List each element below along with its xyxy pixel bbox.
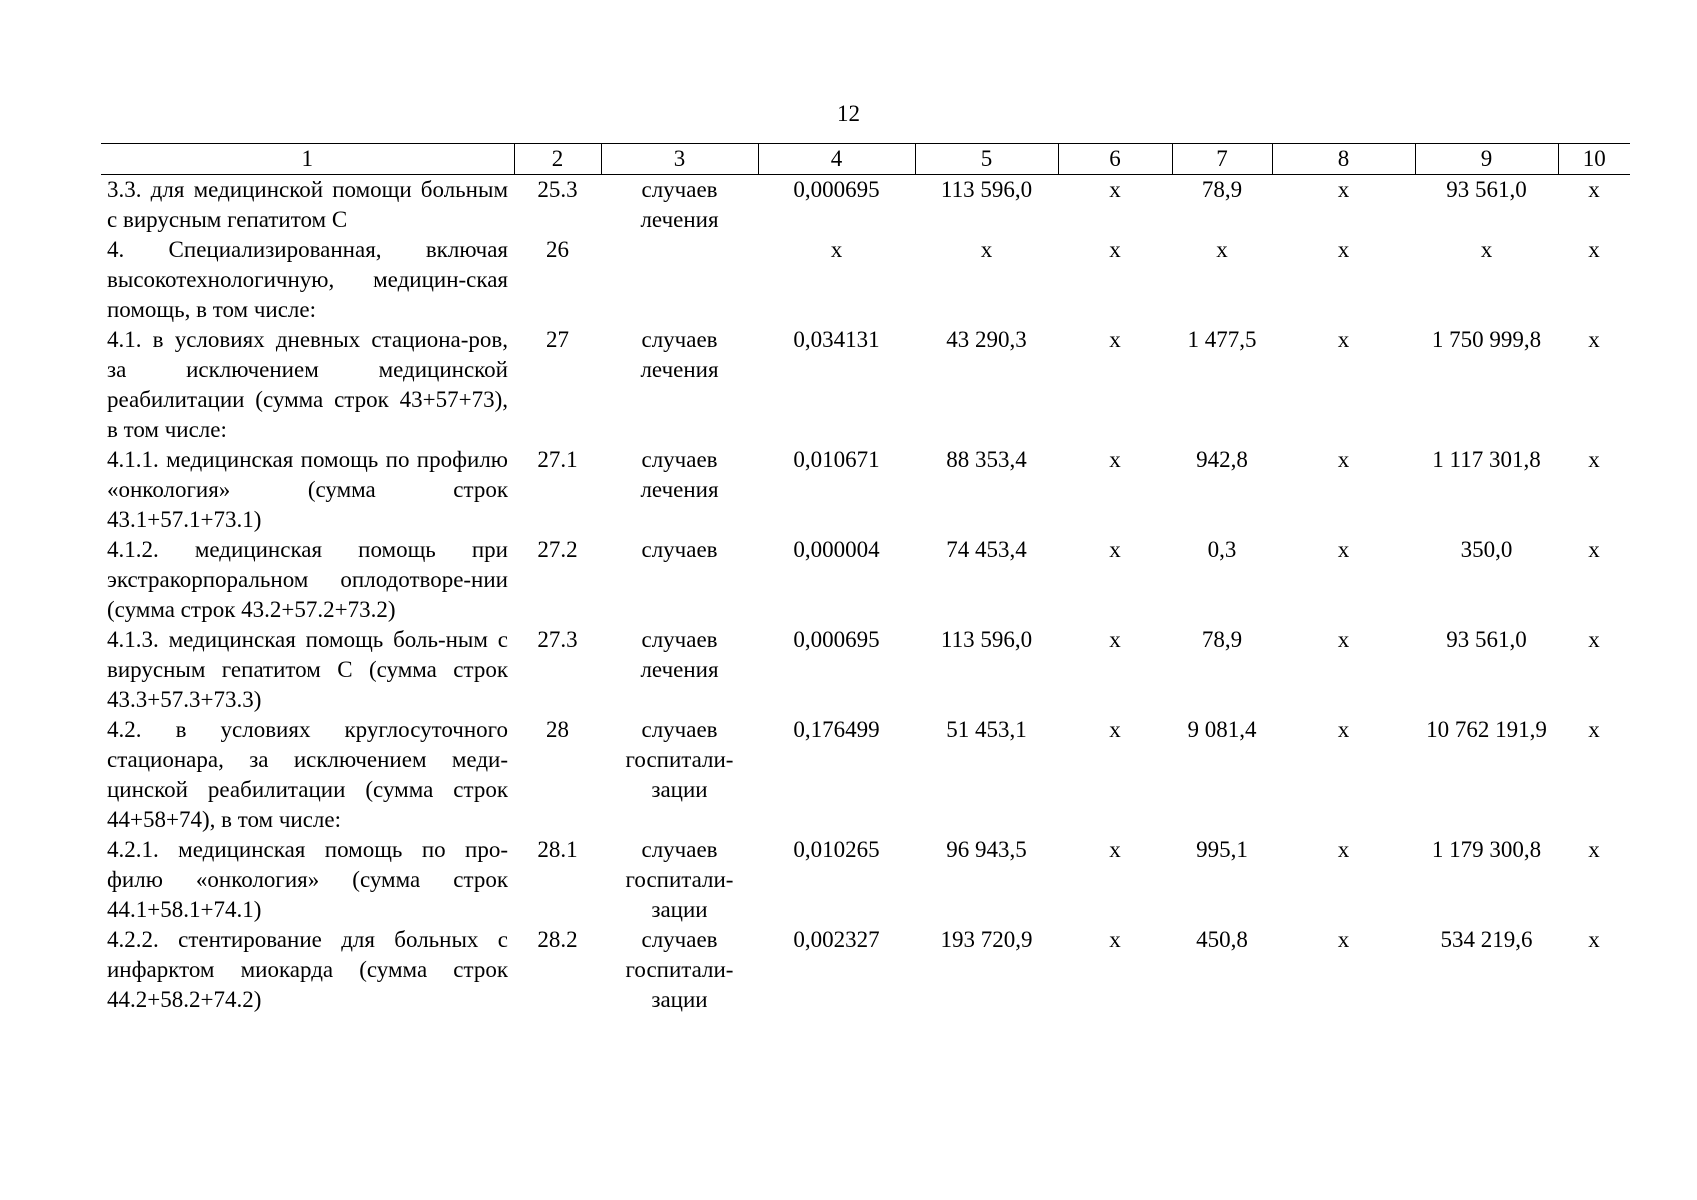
row-name: 4. Специализированная, включая высокотехнологичную, медицин-ская помощь, в том числе:: [107, 237, 508, 322]
row-cell: х: [1337, 717, 1350, 742]
row-cell: х: [1109, 537, 1121, 562]
page-number: 12: [837, 101, 860, 126]
row-code: 28.1: [537, 837, 578, 862]
row-code: 27.1: [537, 447, 578, 472]
row-unit: случаев лечения: [640, 447, 719, 502]
row-cell: х: [1337, 627, 1350, 652]
row-cell: 193 720,9: [940, 927, 1033, 952]
column-header: 7: [1172, 144, 1272, 175]
row-cell: 0,010265: [793, 837, 880, 862]
row-cell: х: [1480, 237, 1493, 262]
row-cell: 0,000695: [793, 627, 880, 652]
row-cell: х: [1588, 447, 1600, 472]
row-cell: 534 219,6: [1440, 927, 1533, 952]
row-cell: х: [1588, 327, 1600, 352]
row-name: 4.2. в условиях круглосуточного стационара, за исключением меди-цинской реабилитации (сумма строк 44+58+74), в том числе:: [107, 717, 508, 832]
row-cell: 1 477,5: [1187, 327, 1257, 352]
row-cell: х: [1109, 327, 1121, 352]
row-cell: х: [1337, 327, 1350, 352]
row-name: 3.3. для медицинской помощи больным с вирусным гепатитом С: [107, 177, 508, 232]
row-cell: 0,000695: [793, 177, 880, 202]
row-unit: случаев госпитали-зации: [625, 717, 734, 802]
row-cell: 0,034131: [793, 327, 880, 352]
row-cell: 88 353,4: [946, 447, 1027, 472]
row-cell: х: [1337, 927, 1350, 952]
row-cell: х: [1109, 177, 1121, 202]
column-header: 5: [915, 144, 1058, 175]
row-code: 27.3: [537, 627, 578, 652]
row-unit: случаев госпитали-зации: [625, 837, 734, 922]
row-cell: х: [1216, 237, 1228, 262]
row-name: 4.1.2. медицинская помощь при экстракорпоральном оплодотворе-нии (сумма строк 43.2+57.2+73.2): [107, 537, 508, 622]
row-unit: случаев: [641, 537, 718, 562]
table-row: [101, 235, 1630, 325]
column-header: 8: [1272, 144, 1415, 175]
row-code: 26: [546, 237, 569, 262]
table-row: [101, 535, 1630, 625]
row-cell: х: [1337, 537, 1350, 562]
row-cell: 96 943,5: [946, 837, 1027, 862]
row-cell: 78,9: [1201, 177, 1243, 202]
row-cell: 0,000004: [793, 537, 880, 562]
row-cell: 10 762 191,9: [1426, 717, 1547, 742]
column-header: 4: [758, 144, 915, 175]
row-name: 4.2.2. стентирование для больных с инфарктом миокарда (сумма строк 44.2+58.2+74.2): [107, 927, 508, 1012]
data-table: [101, 143, 1630, 1015]
row-cell: 0,002327: [793, 927, 880, 952]
row-cell: 0,176499: [793, 717, 880, 742]
table-row: [101, 175, 1630, 236]
row-cell: х: [1588, 537, 1600, 562]
row-cell: 113 596,0: [940, 177, 1033, 202]
row-cell: 93 561,0: [1446, 627, 1527, 652]
table-row: [101, 625, 1630, 715]
row-unit: [601, 235, 758, 325]
row-cell: х: [1588, 837, 1600, 862]
row-cell: х: [1588, 237, 1600, 262]
row-name: 4.1.3. медицинская помощь боль-ным с вирусным гепатитом С (сумма строк 43.3+57.3+73.3): [107, 627, 508, 712]
header-row: [101, 144, 1630, 175]
row-cell: 9 081,4: [1187, 717, 1257, 742]
row-unit: случаев лечения: [640, 327, 719, 382]
row-cell: 113 596,0: [940, 627, 1033, 652]
row-cell: х: [1337, 237, 1350, 262]
row-unit: случаев лечения: [640, 177, 719, 232]
row-name: 4.1.1. медицинская помощь по профилю «онкология» (сумма строк 43.1+57.1+73.1): [107, 447, 508, 532]
row-cell: х: [980, 237, 993, 262]
row-cell: 1 750 999,8: [1431, 327, 1542, 352]
row-unit: случаев госпитали-зации: [625, 927, 734, 1012]
row-name: 4.1. в условиях дневных стациона-ров, за исключением медицинской реабилитации (сумма строк 43+57+73), в том числе:: [107, 327, 508, 442]
row-cell: 51 453,1: [946, 717, 1027, 742]
row-cell: 74 453,4: [946, 537, 1027, 562]
row-unit: случаев лечения: [640, 627, 719, 682]
row-cell: х: [1109, 627, 1121, 652]
row-cell: 1 179 300,8: [1431, 837, 1542, 862]
row-code: 27: [546, 327, 569, 352]
row-cell: х: [1109, 447, 1121, 472]
row-cell: х: [1337, 447, 1350, 472]
column-header: 6: [1058, 144, 1172, 175]
row-cell: 450,8: [1196, 927, 1248, 952]
row-code: 27.2: [537, 537, 578, 562]
row-cell: 350,0: [1460, 537, 1513, 562]
column-header: 2: [514, 144, 601, 175]
row-cell: х: [1337, 837, 1350, 862]
table-row: [101, 715, 1630, 835]
table-row: [101, 445, 1630, 535]
row-name: 4.2.1. медицинская помощь по про-филю «онкология» (сумма строк 44.1+58.1+74.1): [107, 837, 508, 922]
table-row: [101, 835, 1630, 925]
column-header: 3: [601, 144, 758, 175]
row-cell: 78,9: [1201, 627, 1243, 652]
row-cell: х: [1109, 717, 1121, 742]
row-cell: х: [830, 237, 843, 262]
table-row: [101, 325, 1630, 445]
row-code: 28.2: [537, 927, 578, 952]
row-cell: 93 561,0: [1446, 177, 1527, 202]
row-cell: 995,1: [1196, 837, 1248, 862]
row-cell: х: [1337, 177, 1350, 202]
column-header: 1: [101, 144, 514, 175]
row-cell: х: [1109, 237, 1121, 262]
table-row: [101, 925, 1630, 1015]
column-header: 9: [1415, 144, 1558, 175]
row-cell: х: [1109, 837, 1121, 862]
row-cell: 43 290,3: [946, 327, 1027, 352]
row-cell: 0,3: [1207, 537, 1237, 562]
row-cell: х: [1588, 177, 1600, 202]
row-code: 25.3: [537, 177, 578, 202]
row-cell: 942,8: [1196, 447, 1248, 472]
row-cell: 0,010671: [793, 447, 880, 472]
row-code: 28: [546, 717, 569, 742]
row-cell: 1 117 301,8: [1432, 447, 1541, 472]
row-cell: х: [1588, 927, 1600, 952]
row-cell: х: [1588, 717, 1600, 742]
row-cell: х: [1588, 627, 1600, 652]
column-header: 10: [1558, 144, 1630, 175]
row-cell: х: [1109, 927, 1121, 952]
